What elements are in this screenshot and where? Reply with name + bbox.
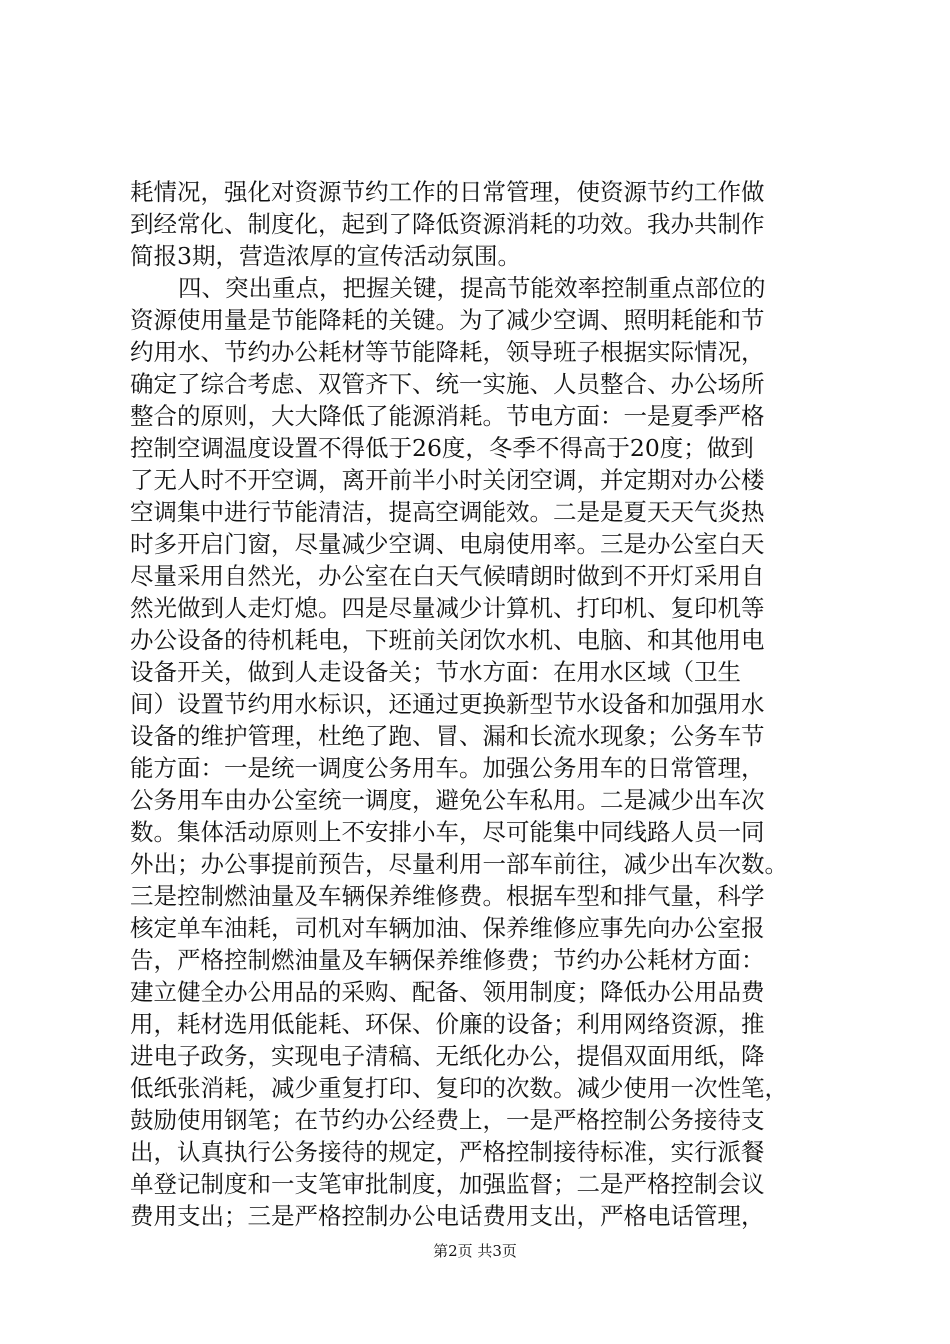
body-text-line: 三是控制燃油量及车辆保养维修费。根据车型和排气量，科学 — [130, 882, 765, 910]
body-text-line: 设备开关，做到人走设备关；节水方面：在用水区域（卫生 — [130, 658, 741, 686]
body-text-line: 尽量采用自然光，办公室在白天气候晴朗时做到不开灯采用自 — [130, 562, 765, 590]
body-text-line: 告，严格控制燃油量及车辆保养维修费；节约办公耗材方面： — [130, 946, 765, 974]
body-text-line: 办公设备的待机耗电，下班前关闭饮水机、电脑、和其他用电 — [130, 626, 765, 654]
body-text-line: 空调集中进行节能清洁，提高空调能效。二是是夏天天气炎热 — [130, 498, 765, 526]
body-text-line: 约用水、节约办公耗材等节能降耗，领导班子根据实际情况， — [130, 338, 765, 366]
section-heading-line: 四、突出重点，把握关键，提高节能效率控制重点部位的 — [178, 274, 766, 302]
body-text-line: 时多开启门窗，尽量减少空调、电扇使用率。三是办公室白天 — [130, 530, 765, 558]
body-text-line: 资源使用量是节能降耗的关键。为了减少空调、照明耗能和节 — [130, 306, 765, 334]
body-text-line: 鼓励使用钢笔；在节约办公经费上，一是严格控制公务接待支 — [130, 1106, 765, 1134]
body-text-line: 了无人时不开空调，离开前半小时关闭空调，并定期对办公楼 — [130, 466, 765, 494]
body-text-line: 出，认真执行公务接待的规定，严格控制接待标准，实行派餐 — [130, 1138, 765, 1166]
body-text-line: 用，耗材选用低能耗、环保、价廉的设备；利用网络资源，推 — [130, 1010, 765, 1038]
body-text-line: 简报3期，营造浓厚的宣传活动氛围。 — [130, 242, 521, 270]
page-number-footer: 第2页 共3页 — [433, 1242, 517, 1260]
body-text-line: 数。集体活动原则上不安排小车，尽可能集中同线路人员一同 — [130, 818, 765, 846]
body-text-line: 控制空调温度设置不得低于26度，冬季不得高于20度；做到 — [130, 434, 754, 462]
body-text-line: 进电子政务，实现电子清稿、无纸化办公，提倡双面用纸，降 — [130, 1042, 765, 1070]
body-text-line: 核定单车油耗，司机对车辆加油、保养维修应事先向办公室报 — [130, 914, 765, 942]
body-text-line: 建立健全办公用品的采购、配备、领用制度；降低办公用品费 — [130, 978, 765, 1006]
body-text-line: 公务用车由办公室统一调度，避免公车私用。二是减少出车次 — [130, 786, 765, 814]
body-text-line: 单登记制度和一支笔审批制度，加强监督；二是严格控制会议 — [130, 1170, 765, 1198]
body-text-line: 能方面：一是统一调度公务用车。加强公务用车的日常管理， — [130, 754, 765, 782]
body-text-line: 设备的维护管理，杜绝了跑、冒、漏和长流水现象；公务车节 — [130, 722, 765, 750]
body-text-line: 外出；办公事提前预告，尽量利用一部车前往，减少出车次数。 — [130, 850, 788, 878]
body-text-line: 间）设置节约用水标识，还通过更换新型节水设备和加强用水 — [130, 690, 765, 718]
body-text-line: 费用支出；三是严格控制办公电话费用支出，严格电话管理， — [130, 1202, 765, 1230]
body-text-line: 到经常化、制度化，起到了降低资源消耗的功效。我办共制作 — [130, 210, 765, 238]
body-text-line: 耗情况，强化对资源节约工作的日常管理，使资源节约工作做 — [130, 178, 765, 206]
body-text-line: 然光做到人走灯熄。四是尽量减少计算机、打印机、复印机等 — [130, 594, 765, 622]
body-text-line: 低纸张消耗，减少重复打印、复印的次数。减少使用一次性笔， — [130, 1074, 788, 1102]
body-text-line: 确定了综合考虑、双管齐下、统一实施、人员整合、办公场所 — [130, 370, 765, 398]
body-text-line: 整合的原则，大大降低了能源消耗。节电方面：一是夏季严格 — [130, 402, 765, 430]
